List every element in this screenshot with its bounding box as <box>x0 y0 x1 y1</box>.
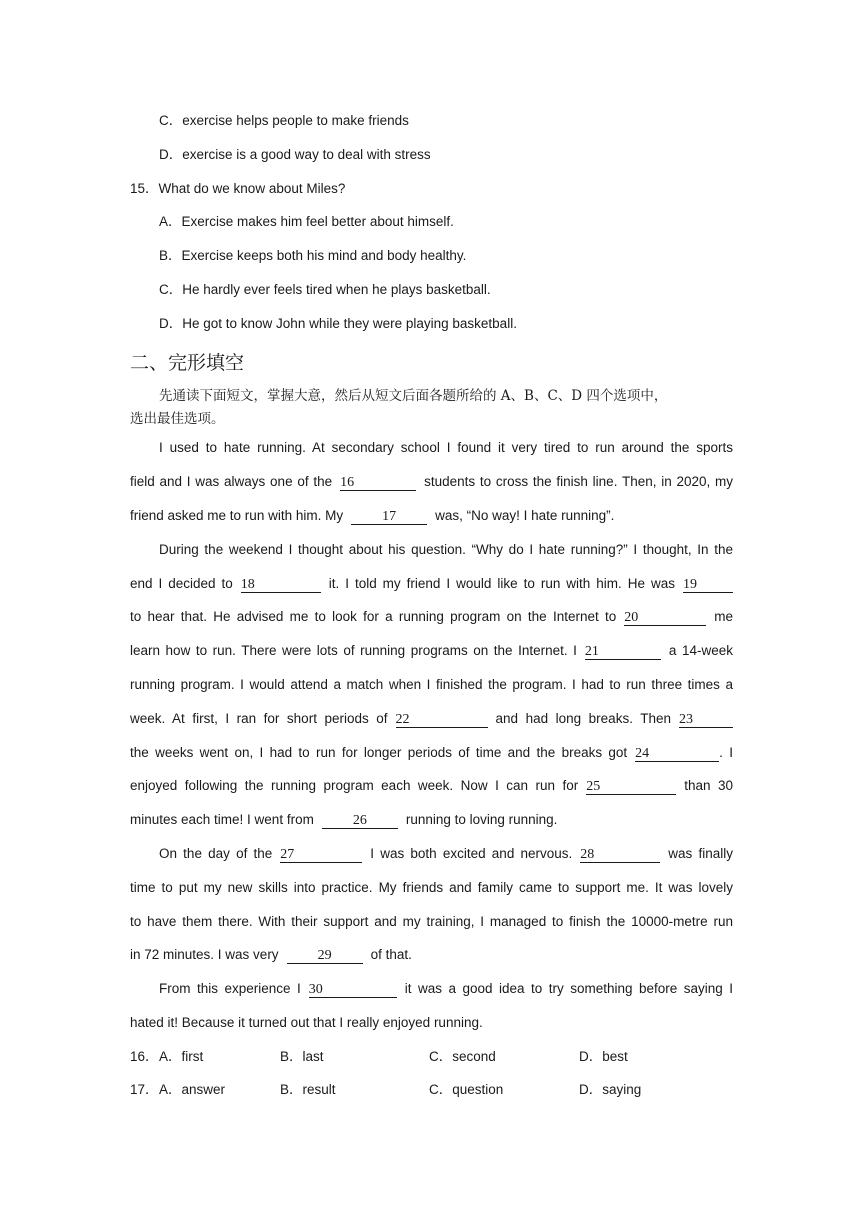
passage-line: I used to hate running. At secondary school I found it very tired to run around the sports <box>159 440 733 455</box>
text-segment: I was both excited and nervous. <box>370 846 573 861</box>
text-segment: friend asked me to run with him. My <box>130 508 344 523</box>
blank-24: 24 <box>635 746 719 762</box>
q15-option-a: A．Exercise makes him feel better about himself. <box>159 214 454 229</box>
text-segment: On the day of the <box>159 846 273 861</box>
text-segment: it was a good idea to try something before saying I <box>404 981 733 996</box>
blank-26: 26 <box>322 813 398 829</box>
text-segment: week. At first, I ran for short periods of <box>130 711 388 726</box>
blank-20: 20 <box>624 610 706 626</box>
q15-stem: 15．What do we know about Miles? <box>130 181 346 196</box>
text-segment: was finally <box>668 846 733 861</box>
blank-29: 29 <box>287 948 363 964</box>
section-title: 二、完形填空 <box>130 352 245 374</box>
text-segment: it. I told my friend I would like to run with him. He was <box>328 576 676 591</box>
text-segment: field and I was always one of the <box>130 474 333 489</box>
q17-option-d: D．saying <box>579 1082 642 1097</box>
blank-21: 21 <box>585 644 661 660</box>
passage-line <box>130 607 733 627</box>
text-segment: a 14-week <box>668 643 733 658</box>
blank-19: 19 <box>683 577 733 593</box>
q17-number: 17． <box>130 1082 159 1097</box>
text-segment: From this experience I <box>159 981 301 996</box>
text-segment: running to loving running. <box>405 812 558 827</box>
q16-option-d: D．best <box>579 1049 628 1064</box>
passage-line: time to put my new skills into practice. My friends and family came to support me. It was lovely <box>130 880 733 895</box>
passage-line: hated it! Because it turned out that I really enjoyed running. <box>130 1015 483 1030</box>
text-segment: . I <box>719 745 733 760</box>
blank-27: 27 <box>280 847 362 863</box>
q16-option-b: B．last <box>280 1049 324 1064</box>
passage-line <box>130 506 733 526</box>
q15-option-d: D．He got to know John while they were playing basketball. <box>159 316 517 331</box>
text-segment: than 30 <box>684 778 733 793</box>
text-segment: was, “No way! I hate running”. <box>435 508 615 523</box>
text-segment: minutes each time! I went from <box>130 812 314 827</box>
section-instruction-line1: 先通读下面短文，掌握大意，然后从短文后面各题所给的 A、B、C、D 四个选项中， <box>159 388 668 404</box>
text-segment: me <box>714 609 733 624</box>
blank-25: 25 <box>586 779 676 795</box>
text-segment: and had long breaks. Then <box>495 711 671 726</box>
blank-16: 16 <box>340 475 416 491</box>
text-segment: to hear that. He advised me to look for a running program on the Internet to <box>130 609 617 624</box>
q15-option-b: B．Exercise keeps both his mind and body healthy. <box>159 248 467 263</box>
q16-number: 16． <box>130 1049 159 1064</box>
blank-18: 18 <box>241 577 321 593</box>
passage-line <box>130 709 733 729</box>
text-segment: enjoyed following the running program each week. Now I can run for <box>130 778 579 793</box>
passage-line <box>130 776 733 796</box>
text-segment: end I decided to <box>130 576 233 591</box>
text-segment: in 72 minutes. I was very <box>130 947 279 962</box>
q15-option-c: C．He hardly ever feels tired when he plays basketball. <box>159 282 491 297</box>
text-segment: of that. <box>370 947 412 962</box>
passage-line <box>130 945 733 965</box>
passage-line <box>130 472 733 492</box>
passage-line: running program. I would attend a match when I finished the program. I had to run three times a <box>130 677 733 692</box>
q17-option-b: B．result <box>280 1082 336 1097</box>
q14-option-c: C．exercise helps people to make friends <box>159 113 409 128</box>
q17-option-c: C．question <box>429 1082 504 1097</box>
q14-option-d: D．exercise is a good way to deal with stress <box>159 147 431 162</box>
blank-23: 23 <box>679 712 733 728</box>
passage-line: to have them there. With their support and my training, I managed to finish the 10000-metre run <box>130 914 733 929</box>
q16-option-c: C．second <box>429 1049 496 1064</box>
passage-line: During the weekend I thought about his question. “Why do I hate running?” I thought, In the <box>159 542 733 557</box>
passage-line <box>159 844 733 864</box>
blank-17: 17 <box>351 509 427 525</box>
text-segment: learn how to run. There were lots of running programs on the Internet. I <box>130 643 577 658</box>
blank-30: 30 <box>309 982 397 998</box>
text-segment: students to cross the finish line. Then, in 2020, my <box>424 474 733 489</box>
passage-line <box>159 979 733 999</box>
passage-line <box>130 641 733 661</box>
passage-line <box>130 574 733 594</box>
blank-28: 28 <box>580 847 660 863</box>
section-instruction-line2: 选出最佳选项。 <box>130 411 225 427</box>
passage-line <box>130 810 733 830</box>
blank-22: 22 <box>396 712 488 728</box>
q17-option-a: A．answer <box>159 1082 226 1097</box>
passage-line <box>130 743 733 763</box>
q16-option-a: A．first <box>159 1049 204 1064</box>
text-segment: the weeks went on, I had to run for longer periods of time and the breaks got <box>130 745 628 760</box>
